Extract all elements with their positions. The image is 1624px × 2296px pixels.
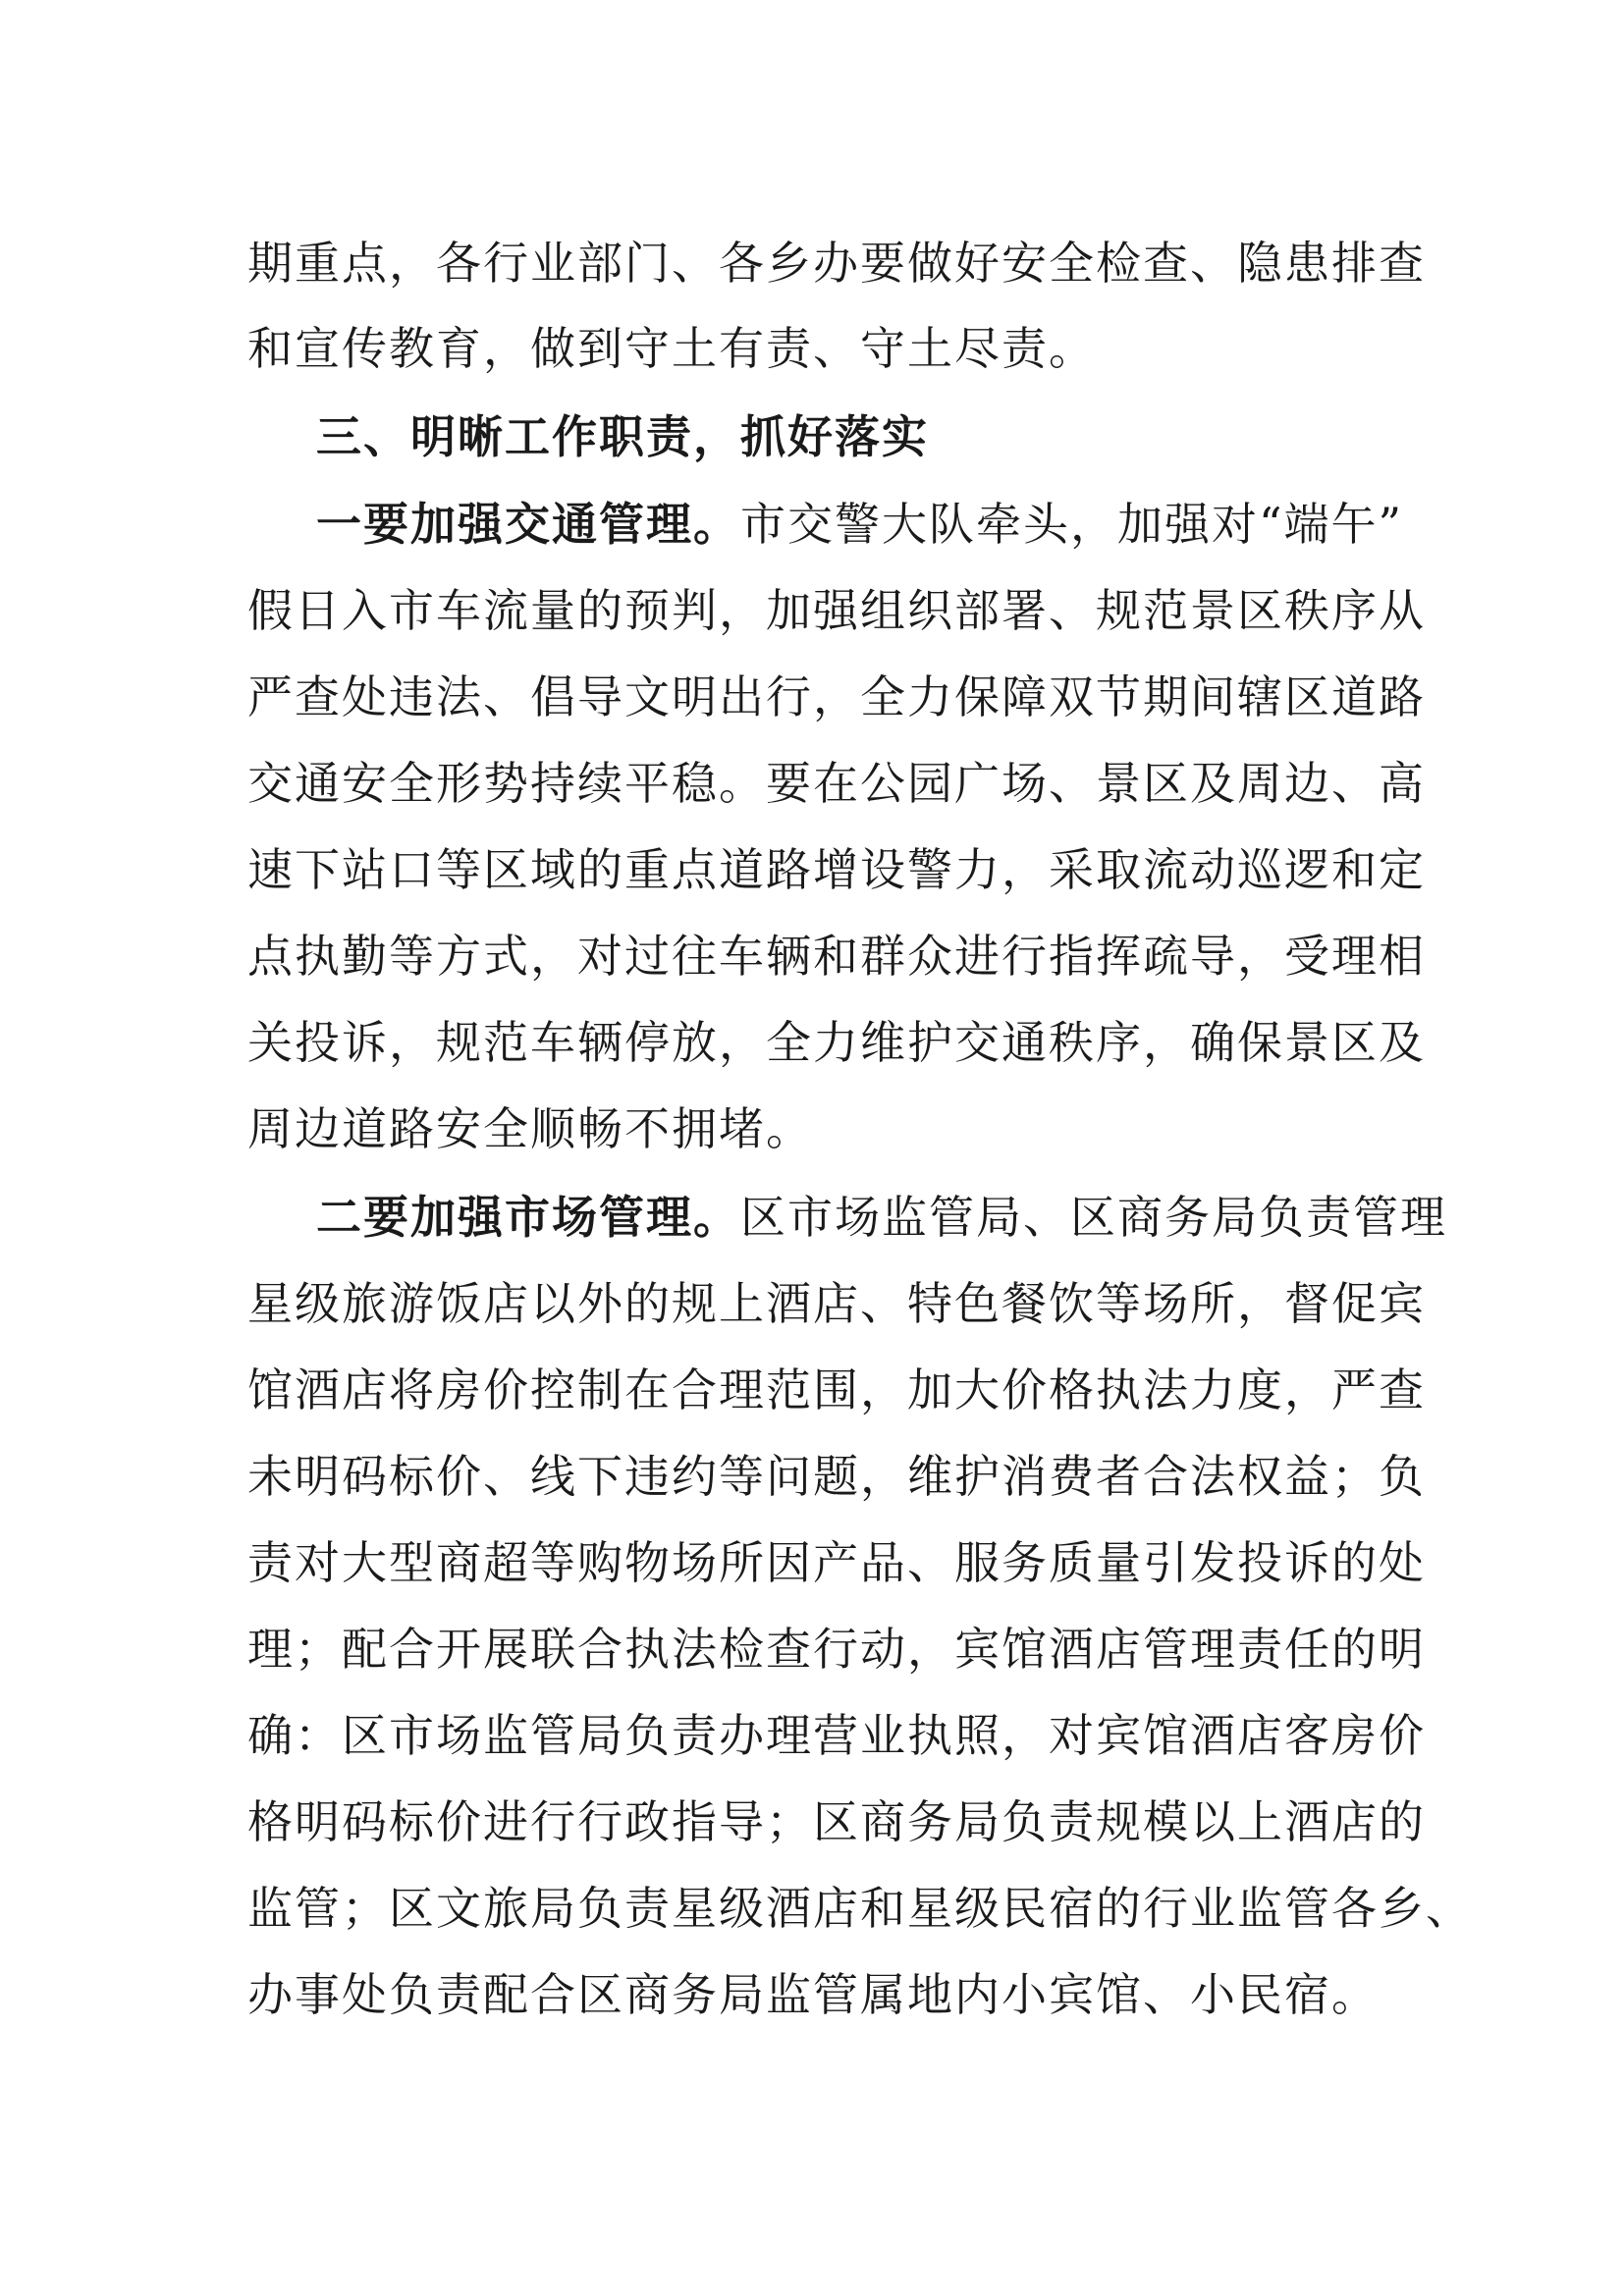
- paragraph-first-line: [316, 1188, 1447, 1247]
- paragraph-line: 馆酒店将房价控制在合理范围，加大价格执法力度，严查: [247, 1363, 1426, 1416]
- section-heading: 三、明晰工作职责，抓好落实: [316, 410, 929, 463]
- paragraph-line: 和宣传教育，做到守土有责、守土尽责。: [247, 322, 1096, 375]
- paragraph-lead-text: 区市场监管局、区商务局负责管理: [740, 1191, 1447, 1244]
- paragraph-line: 速下站口等区域的重点道路增设警力，采取流动巡逻和定: [247, 843, 1426, 896]
- paragraph-line: 确：区市场监管局负责办理营业执照，对宾馆酒店客房价: [247, 1709, 1426, 1762]
- paragraph-first-line: [316, 495, 1403, 554]
- paragraph-line: 格明码标价进行行政指导；区商务局负责规模以上酒店的: [247, 1795, 1426, 1848]
- paragraph-lead-title: 二要加强市场管理。: [316, 1191, 740, 1244]
- paragraph-line: 周边道路安全顺畅不拥堵。: [247, 1102, 813, 1155]
- paragraph-lead-title: 一要加强交通管理。: [316, 498, 740, 551]
- paragraph-lead-text: 市交警大队牵头，加强对“端午”: [740, 498, 1404, 551]
- paragraph-line: 责对大型商超等购物场所因产品、服务质量引发投诉的处: [247, 1536, 1426, 1589]
- paragraph-line: 严查处违法、倡导文明出行，全力保障双节期间辖区道路: [247, 670, 1426, 723]
- paragraph-line: 关投诉，规范车辆停放，全力维护交通秩序，确保景区及: [247, 1016, 1426, 1069]
- paragraph-line: 星级旅游饭店以外的规上酒店、特色餐饮等场所，督促宾: [247, 1277, 1426, 1330]
- paragraph-line: 监管；区文旅局负责星级酒店和星级民宿的行业监管各乡、: [247, 1882, 1473, 1935]
- paragraph-line: 办事处负责配合区商务局监管属地内小宾馆、小民宿。: [247, 1968, 1379, 2021]
- paragraph-line: 理；配合开展联合执法检查行动，宾馆酒店管理责任的明: [247, 1623, 1426, 1676]
- paragraph-line: 期重点，各行业部门、各乡办要做好安全检查、隐患排查: [247, 237, 1426, 290]
- paragraph-line: 假日入市车流量的预判，加强组织部署、规范景区秩序从: [247, 584, 1426, 637]
- paragraph-line: 交通安全形势持续平稳。要在公园广场、景区及周边、高: [247, 757, 1426, 810]
- paragraph-line: 未明码标价、线下违约等问题，维护消费者合法权益；负: [247, 1450, 1426, 1503]
- paragraph-line: 点执勤等方式，对过往车辆和群众进行指挥疏导，受理相: [247, 930, 1426, 983]
